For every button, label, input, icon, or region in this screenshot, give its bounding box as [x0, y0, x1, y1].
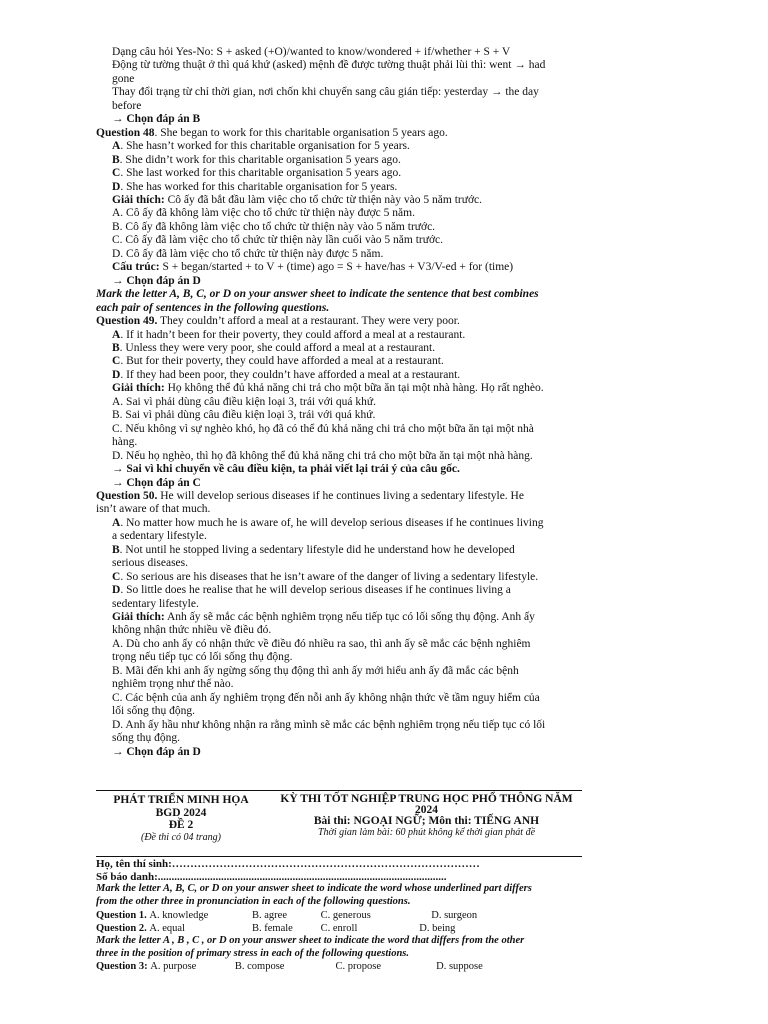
instruction-line: Mark the letter A, B, C, or D on your answer sheet to indicate the word whose underlined part differs	[96, 883, 532, 895]
option-b: B. agree	[252, 909, 287, 921]
option-d: D. suppose	[436, 961, 483, 973]
explanation	[96, 611, 586, 624]
note-line: → Sai vì khi chuyển về câu điều kiện, ta phải viết lại trái ý của câu gốc.	[112, 463, 460, 476]
structure-line	[96, 261, 586, 274]
explanation-d: D. Anh ấy hầu như không nhận ra rằng mình sẽ mắc các bệnh nghiêm trọng nếu tiếp tục có lối	[112, 718, 546, 731]
option-text: She didn’t work for this charitable organisation 5 years ago.	[125, 153, 401, 166]
option-text: Unless they were very poor, she could afford a meal at a restaurant.	[125, 341, 436, 354]
explanation-d: D. Nếu họ nghèo, thì họ đã không thể đủ khả năng chi trả cho một bữa ăn tại một nhà hàng.	[112, 449, 533, 462]
header-right	[271, 794, 582, 838]
option-b: B. Not until he stopped living a sedentary lifestyle did he understand how he developed	[112, 543, 515, 556]
exam-title: KỲ THI TỐT NGHIỆP TRUNG HỌC PHỔ THÔNG NĂM	[280, 793, 573, 805]
explanation-c: C. Cô ấy đã làm việc cho tổ chức từ thiện này lần cuối vào 5 năm trước.	[112, 234, 444, 247]
exam-code: ĐỀ 2	[168, 819, 194, 831]
option-text: But for their poverty, they could have afforded a meal at a restaurant.	[126, 355, 444, 368]
option-b: B. Unless they were very poor, she could afford a meal at a restaurant.	[112, 341, 436, 354]
text-line: Thay đổi trạng từ chỉ thời gian, nơi chốn khi chuyển sang câu gián tiếp: yesterday → the day	[112, 86, 539, 99]
option-text: If it hadn’t been for their poverty, they could afford a meal at a restaurant.	[126, 328, 466, 341]
exam-year: 2024	[415, 804, 438, 816]
structure-text: S + began/started + to V + (time) ago = S + have/has + V3/V-ed + for (time)	[159, 261, 514, 274]
explanation-label: Giải thích:	[112, 193, 165, 206]
question-text: . She began to work for this charitable organisation 5 years ago.	[154, 126, 448, 139]
answer-line: → Chọn đáp án D	[112, 745, 201, 758]
candidate-section	[96, 856, 582, 973]
page-count-note: (Đề thi có 04 trang)	[141, 831, 221, 843]
option-a: A. equal	[149, 922, 185, 934]
explanation-a: A. Sai vì phải dùng câu điều kiện loại 3, trái với quá khứ.	[112, 395, 376, 408]
exam-subject: Bài thi: NGOẠI NGỮ; Môn thi: TIẾNG ANH	[313, 815, 540, 827]
question-48-stem	[96, 127, 586, 140]
candidate-id-field[interactable]: Số báo danh:.........................................................................................................	[96, 870, 447, 883]
explanation-a: A. Cô ấy đã không làm việc cho tổ chức từ thiện này được 5 năm.	[112, 207, 415, 220]
explanation-c: C. Các bệnh của anh ấy nghiêm trọng đến nỗi anh ấy không nhận thức về tầm nguy hiểm của	[112, 691, 540, 704]
option-d: D. So little does he realise that he will develop serious diseases if he continues living a	[112, 584, 511, 597]
answer-key-section	[96, 46, 586, 759]
header-left	[96, 794, 266, 844]
explanation-label: Giải thích:	[112, 611, 165, 624]
option-a: A. knowledge	[149, 909, 209, 921]
explanation-label: Giải thích:	[112, 382, 165, 395]
text-line: Động từ tường thuật ở thì quá khứ (asked) mệnh đề được tường thuật phải lùi thì: went → had	[112, 59, 546, 72]
option-a: A. No matter how much he is aware of, he will develop serious diseases if he continues living	[112, 516, 544, 529]
explanation-cont: không nhận thức nhiều về điều đó.	[112, 624, 272, 637]
explanation-a: A. Dù cho anh ấy có nhận thức về điều đó nhiều ra sao, thì anh ấy sẽ mắc các bệnh nghiêm	[112, 637, 531, 650]
option-c: C. So serious are his diseases that he isn’t aware of the danger of living a sedentary lifestyle.	[112, 570, 539, 583]
answer-line: → Chọn đáp án D	[112, 274, 201, 287]
explanation-text: Cô ấy đã bắt đầu làm việc cho tổ chức từ thiện này vào 5 năm trước.	[164, 193, 483, 206]
explanation-c-cont: lối sống thụ động.	[112, 705, 196, 718]
question-text: They couldn’t afford a meal at a restaurant. They were very poor.	[157, 315, 460, 328]
option-b: B. She didn’t work for this charitable organisation 5 years ago.	[112, 153, 401, 166]
explanation-b: B. Mãi đến khi anh ấy ngừng sống thụ động thì anh ấy mới hiểu anh ấy đã mắc các bệnh	[112, 664, 519, 677]
option-a: A. She hasn’t worked for this charitable organisation for 5 years.	[112, 140, 410, 153]
answer-line: → Chọn đáp án B	[112, 113, 201, 126]
question-text: He will develop serious diseases if he continues living a sedentary lifestyle. He	[157, 489, 524, 502]
option-c: C. But for their poverty, they could have afforded a meal at a restaurant.	[112, 355, 444, 368]
option-text: So little does he realise that he will develop serious diseases if he continues living a	[126, 584, 511, 597]
text-line: gone	[112, 72, 135, 85]
option-c: C. She last worked for this charitable organisation 5 years ago.	[112, 167, 402, 180]
explanation	[96, 194, 586, 207]
explanation-a-cont: trọng nếu tiếp tục có lối sống thụ động.	[112, 651, 293, 664]
candidate-name-field[interactable]: Họ, tên thí sinh:…………………………………………………………………………	[96, 858, 480, 870]
question-label: Question 3:	[96, 961, 148, 973]
explanation	[96, 382, 586, 395]
question-2	[96, 922, 582, 935]
option-c: C. generous	[320, 909, 371, 921]
instruction-line: from the other three in pronunciation in each of the following questions.	[96, 896, 411, 908]
explanation-d-cont: sống thụ động.	[112, 732, 181, 745]
option-text: If they had been poor, they couldn’t have afforded a meal at a restaurant.	[126, 368, 461, 381]
instruction-line: three in the position of primary stress in each of the following questions.	[96, 947, 409, 959]
explanation-d: D. Cô ấy đã làm việc cho tổ chức từ thiện này được 5 năm.	[112, 247, 384, 260]
instruction-line: each pair of sentences in the following questions.	[96, 301, 330, 314]
option-text: No matter how much he is aware of, he will develop serious diseases if he continues living	[126, 516, 544, 529]
header-org: PHÁT TRIỂN MINH HỌA	[113, 794, 249, 806]
exam-header	[96, 790, 582, 843]
option-d: D. If they had been poor, they couldn’t have afforded a meal at a restaurant.	[112, 368, 461, 381]
question-3	[96, 960, 582, 973]
explanation-b: B. Cô ấy đã không làm việc cho tổ chức từ thiện này vào 5 năm trước.	[112, 220, 436, 233]
question-1	[96, 909, 582, 922]
option-d: D. being	[419, 922, 456, 934]
option-c: C. propose	[335, 961, 382, 973]
option-d-cont: sedentary lifestyle.	[112, 597, 199, 610]
option-b: B. compose	[234, 961, 285, 973]
option-b: B. female	[252, 922, 293, 934]
text-line: Dạng câu hỏi Yes-No: S + asked (+O)/wanted to know/wondered + if/whether + S + V	[112, 46, 511, 58]
question-text-cont: isn’t aware of that much.	[96, 503, 211, 516]
question-label: Question 49.	[96, 315, 158, 328]
option-a-cont: a sedentary lifestyle.	[112, 530, 207, 543]
option-b-cont: serious diseases.	[112, 557, 189, 570]
explanation-b: B. Sai vì phải dùng câu điều kiện loại 3, trái với quá khứ.	[112, 409, 376, 422]
question-label: Question 50.	[96, 489, 158, 502]
question-label: Question 48	[96, 126, 155, 139]
question-50-stem	[96, 490, 586, 503]
option-text: She hasn’t worked for this charitable organisation for 5 years.	[126, 140, 410, 153]
question-label: Question 2.	[96, 922, 147, 934]
instruction-line: Mark the letter A, B, C, or D on your answer sheet to indicate the sentence that best combines	[96, 288, 539, 301]
option-text: She has worked for this charitable organisation for 5 years.	[126, 180, 398, 193]
header-org-sub: BGD 2024	[155, 806, 207, 819]
instruction-line: Mark the letter A , B , C , or D on your answer sheet to indicate the word that differs from the other	[96, 934, 525, 946]
question-label: Question 1.	[96, 909, 147, 921]
option-text: Not until he stopped living a sedentary lifestyle did he understand how he developed	[125, 543, 515, 556]
explanation-text: Anh ấy sẽ mắc các bệnh nghiêm trọng nếu tiếp tục có lối sống thụ động. Anh ấy	[164, 611, 535, 624]
option-d: D. She has worked for this charitable organisation for 5 years.	[112, 180, 398, 193]
option-a: A. If it hadn’t been for their poverty, they could afford a meal at a restaurant.	[112, 328, 466, 341]
answer-line: → Chọn đáp án C	[112, 476, 201, 489]
explanation-c-cont: hàng.	[112, 436, 138, 449]
option-d: D. surgeon	[431, 909, 478, 921]
option-text: So serious are his diseases that he isn’t aware of the danger of living a sedentary lifestyle.	[126, 570, 539, 583]
structure-label: Cấu trúc:	[112, 261, 160, 274]
option-c: C. enroll	[320, 922, 358, 934]
text-line: before	[112, 99, 142, 112]
explanation-b-cont: nghiêm trọng như thế nào.	[112, 678, 234, 691]
option-text: She last worked for this charitable organisation 5 years ago.	[126, 167, 402, 180]
explanation-text: Họ không thể đủ khả năng chi trả cho một bữa ăn tại một nhà hàng. Họ rất nghèo.	[164, 382, 544, 395]
explanation-c: C. Nếu không vì sự nghèo khó, họ đã có thể đủ khả năng chi trả cho một bữa ăn tại một nhà	[112, 422, 534, 435]
question-49-stem	[96, 315, 586, 328]
exam-duration: Thời gian làm bài: 60 phút không kể thời gian phát đề	[317, 827, 536, 838]
option-a: A. purpose	[150, 961, 197, 973]
